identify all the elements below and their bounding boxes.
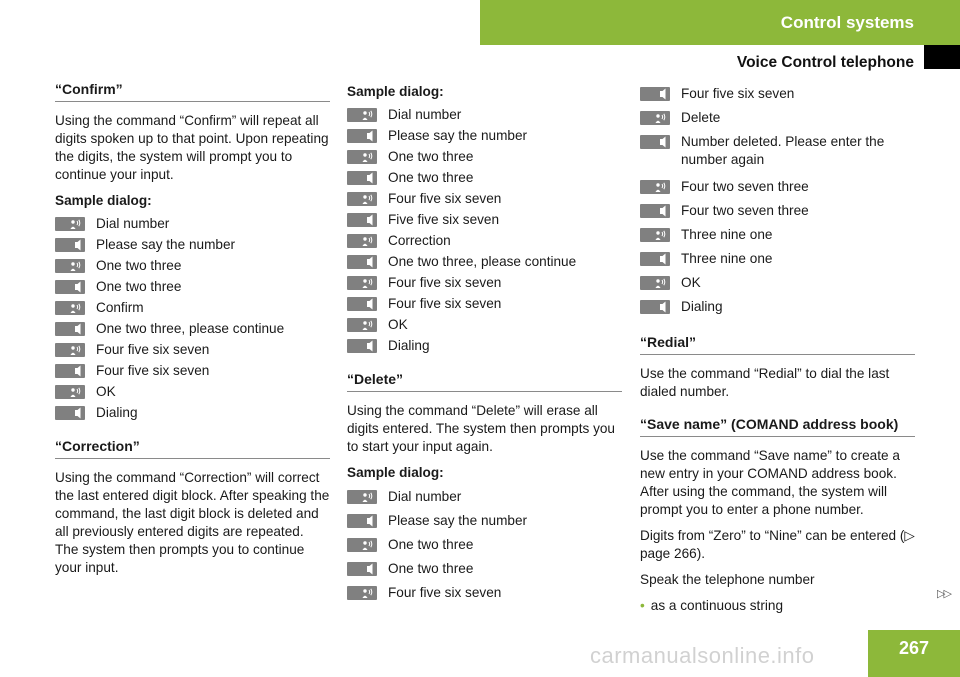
dialog-text: Number deleted. Please enter the number again — [681, 134, 885, 167]
dialog-text: One two three — [388, 537, 474, 552]
loudspeaker-icon — [347, 514, 377, 528]
loudspeaker-icon — [640, 135, 670, 149]
dialog-text: Dialing — [681, 299, 723, 314]
loudspeaker-icon — [347, 171, 377, 185]
person-speaking-icon — [55, 217, 85, 231]
header-marker — [924, 45, 960, 69]
dialog-text: Four two seven three — [681, 203, 809, 218]
speak-text: Speak the telephone number — [640, 572, 815, 587]
person-speaking-icon — [55, 385, 85, 399]
dialog-line — [347, 335, 622, 356]
dialog-line — [55, 297, 330, 318]
dialog-line — [55, 402, 330, 423]
dialog-text: Dial number — [388, 489, 462, 504]
correction-heading: “Correction” — [55, 437, 330, 459]
savename-text: Use the command “Save name” to create a new entry in your COMAND address book. After using the command, the system will prompt you to enter a phone number. — [640, 448, 900, 517]
bullet-icon: • — [640, 598, 645, 613]
loudspeaker-icon — [640, 252, 670, 266]
person-speaking-icon — [347, 490, 377, 504]
dialog-line — [347, 146, 622, 167]
person-speaking-icon — [55, 343, 85, 357]
dialog-line — [347, 104, 622, 125]
dialog-line — [347, 557, 622, 581]
dialog-line — [347, 581, 622, 605]
dialog-text: Delete — [681, 110, 721, 125]
dialog-text: Please say the number — [96, 236, 236, 252]
delete-dialog-continued — [640, 82, 915, 319]
sample-dialog-label: Sample dialog: — [347, 84, 444, 99]
section-header — [480, 0, 960, 45]
confirm-text: Using the command “Confirm” will repeat all digits spoken up to that point. Upon repeating the digits, the system will prompt you to continue your input. — [55, 113, 329, 182]
loudspeaker-icon — [55, 280, 85, 294]
dialog-line — [55, 360, 330, 381]
dialog-text: Please say the number — [388, 513, 528, 528]
dialog-line — [347, 251, 622, 272]
dialog-line — [640, 199, 915, 223]
loudspeaker-icon — [55, 322, 85, 336]
person-speaking-icon — [347, 108, 377, 122]
person-speaking-icon — [640, 111, 670, 125]
dialog-text: Four five six seven — [96, 362, 210, 378]
dialog-line — [640, 82, 915, 106]
dialog-text: One two three — [388, 169, 474, 185]
dialog-line — [640, 130, 915, 169]
dialog-line — [55, 339, 330, 360]
dialog-text: Dialing — [96, 404, 138, 420]
dialog-text: Three nine one — [681, 251, 773, 266]
dialog-line — [347, 125, 622, 146]
dialog-line — [640, 175, 915, 199]
dialog-text: Three nine one — [681, 227, 773, 242]
sample-dialog-label: Sample dialog: — [55, 193, 152, 208]
dialog-line — [347, 188, 622, 209]
section-title: Control systems — [780, 12, 914, 32]
dialog-line — [347, 230, 622, 251]
column-2 — [347, 80, 622, 605]
dialog-text: Please say the number — [388, 127, 528, 143]
dialog-text: Four five six seven — [388, 274, 502, 290]
dialog-text: Four five six seven — [388, 295, 502, 311]
loudspeaker-icon — [347, 255, 377, 269]
dialog-line — [347, 293, 622, 314]
dialog-text: Four five six seven — [96, 341, 210, 357]
sample-dialog-label: Sample dialog: — [347, 465, 444, 480]
dialog-text: One two three — [96, 278, 182, 294]
dialog-text: Dial number — [96, 215, 170, 231]
loudspeaker-icon — [640, 300, 670, 314]
person-speaking-icon — [640, 276, 670, 290]
dialog-line — [55, 318, 330, 339]
redial-heading: “Redial” — [640, 333, 915, 355]
loudspeaker-icon — [640, 87, 670, 101]
dialog-text: Confirm — [96, 299, 144, 315]
watermark: carmanualsonline.info — [590, 643, 815, 668]
dialog-line — [347, 533, 622, 557]
delete-heading: “Delete” — [347, 370, 622, 392]
dialog-line — [347, 167, 622, 188]
dialog-text: Four five six seven — [388, 585, 502, 600]
person-speaking-icon — [347, 276, 377, 290]
dialog-line — [347, 209, 622, 230]
digits-text: Digits from “Zero” to “Nine” can be entered (▷ page 266). — [640, 528, 915, 561]
correction-dialog — [347, 104, 622, 356]
dialog-line — [640, 106, 915, 130]
dialog-text: One two three — [388, 561, 474, 576]
correction-text: Using the command “Correction” will correct the last entered digit block. After speaking the command, the last digit block is deleted and all previously entered digits are repeated. The system then prompts you to continue your input. — [55, 470, 330, 575]
person-speaking-icon — [347, 234, 377, 248]
dialog-line — [347, 314, 622, 335]
savename-heading: “Save name” (COMAND address book) — [640, 415, 915, 437]
person-speaking-icon — [347, 192, 377, 206]
loudspeaker-icon — [347, 297, 377, 311]
loudspeaker-icon — [640, 204, 670, 218]
dialog-text: One two three — [388, 148, 474, 164]
dialog-line — [640, 247, 915, 271]
dialog-text: Four five six seven — [388, 190, 502, 206]
dialog-line — [55, 276, 330, 297]
dialog-text: OK — [96, 383, 116, 399]
dialog-line — [347, 485, 622, 509]
dialog-line — [640, 295, 915, 319]
bullet-item — [640, 597, 915, 615]
dialog-text: OK — [681, 275, 701, 290]
dialog-text: One two three, please continue — [388, 253, 577, 269]
dialog-line — [55, 381, 330, 402]
loudspeaker-icon — [347, 339, 377, 353]
dialog-line — [640, 271, 915, 295]
person-speaking-icon — [640, 180, 670, 194]
person-speaking-icon — [55, 259, 85, 273]
person-speaking-icon — [55, 301, 85, 315]
dialog-line — [55, 213, 330, 234]
dialog-text: Four five six seven — [681, 86, 795, 101]
bullet-text: as a continuous string — [650, 598, 784, 613]
dialog-line — [55, 255, 330, 276]
dialog-text: One two three — [96, 257, 182, 273]
dialog-text: One two three, please continue — [96, 320, 285, 336]
dialog-text: Dial number — [388, 106, 462, 122]
page-number: 267 — [868, 630, 960, 677]
dialog-text: Correction — [388, 232, 451, 248]
column-1 — [55, 80, 330, 585]
person-speaking-icon — [347, 150, 377, 164]
dialog-text: Five five six seven — [388, 211, 500, 227]
dialog-line — [347, 272, 622, 293]
dialog-text: OK — [388, 316, 408, 332]
person-speaking-icon — [347, 318, 377, 332]
person-speaking-icon — [347, 538, 377, 552]
person-speaking-icon — [347, 586, 377, 600]
column-3 — [640, 82, 915, 615]
person-speaking-icon — [640, 228, 670, 242]
loudspeaker-icon — [347, 129, 377, 143]
redial-text: Use the command “Redial” to dial the last dialed number. — [640, 366, 890, 399]
delete-dialog — [347, 485, 622, 605]
delete-text: Using the command “Delete” will erase all digits entered. The system then prompts you to start your input again. — [347, 403, 615, 454]
loudspeaker-icon — [347, 213, 377, 227]
confirm-dialog — [55, 213, 330, 423]
loudspeaker-icon — [55, 406, 85, 420]
dialog-text: Four two seven three — [681, 179, 809, 194]
dialog-text: Dialing — [388, 337, 430, 353]
continue-arrow-icon: ▷▷ — [937, 588, 950, 600]
dialog-line — [347, 509, 622, 533]
confirm-heading: “Confirm” — [55, 80, 330, 102]
dialog-line — [640, 223, 915, 247]
dialog-line — [55, 234, 330, 255]
loudspeaker-icon — [55, 364, 85, 378]
loudspeaker-icon — [347, 562, 377, 576]
subsection-title: Voice Control telephone — [736, 54, 914, 71]
loudspeaker-icon — [55, 238, 85, 252]
